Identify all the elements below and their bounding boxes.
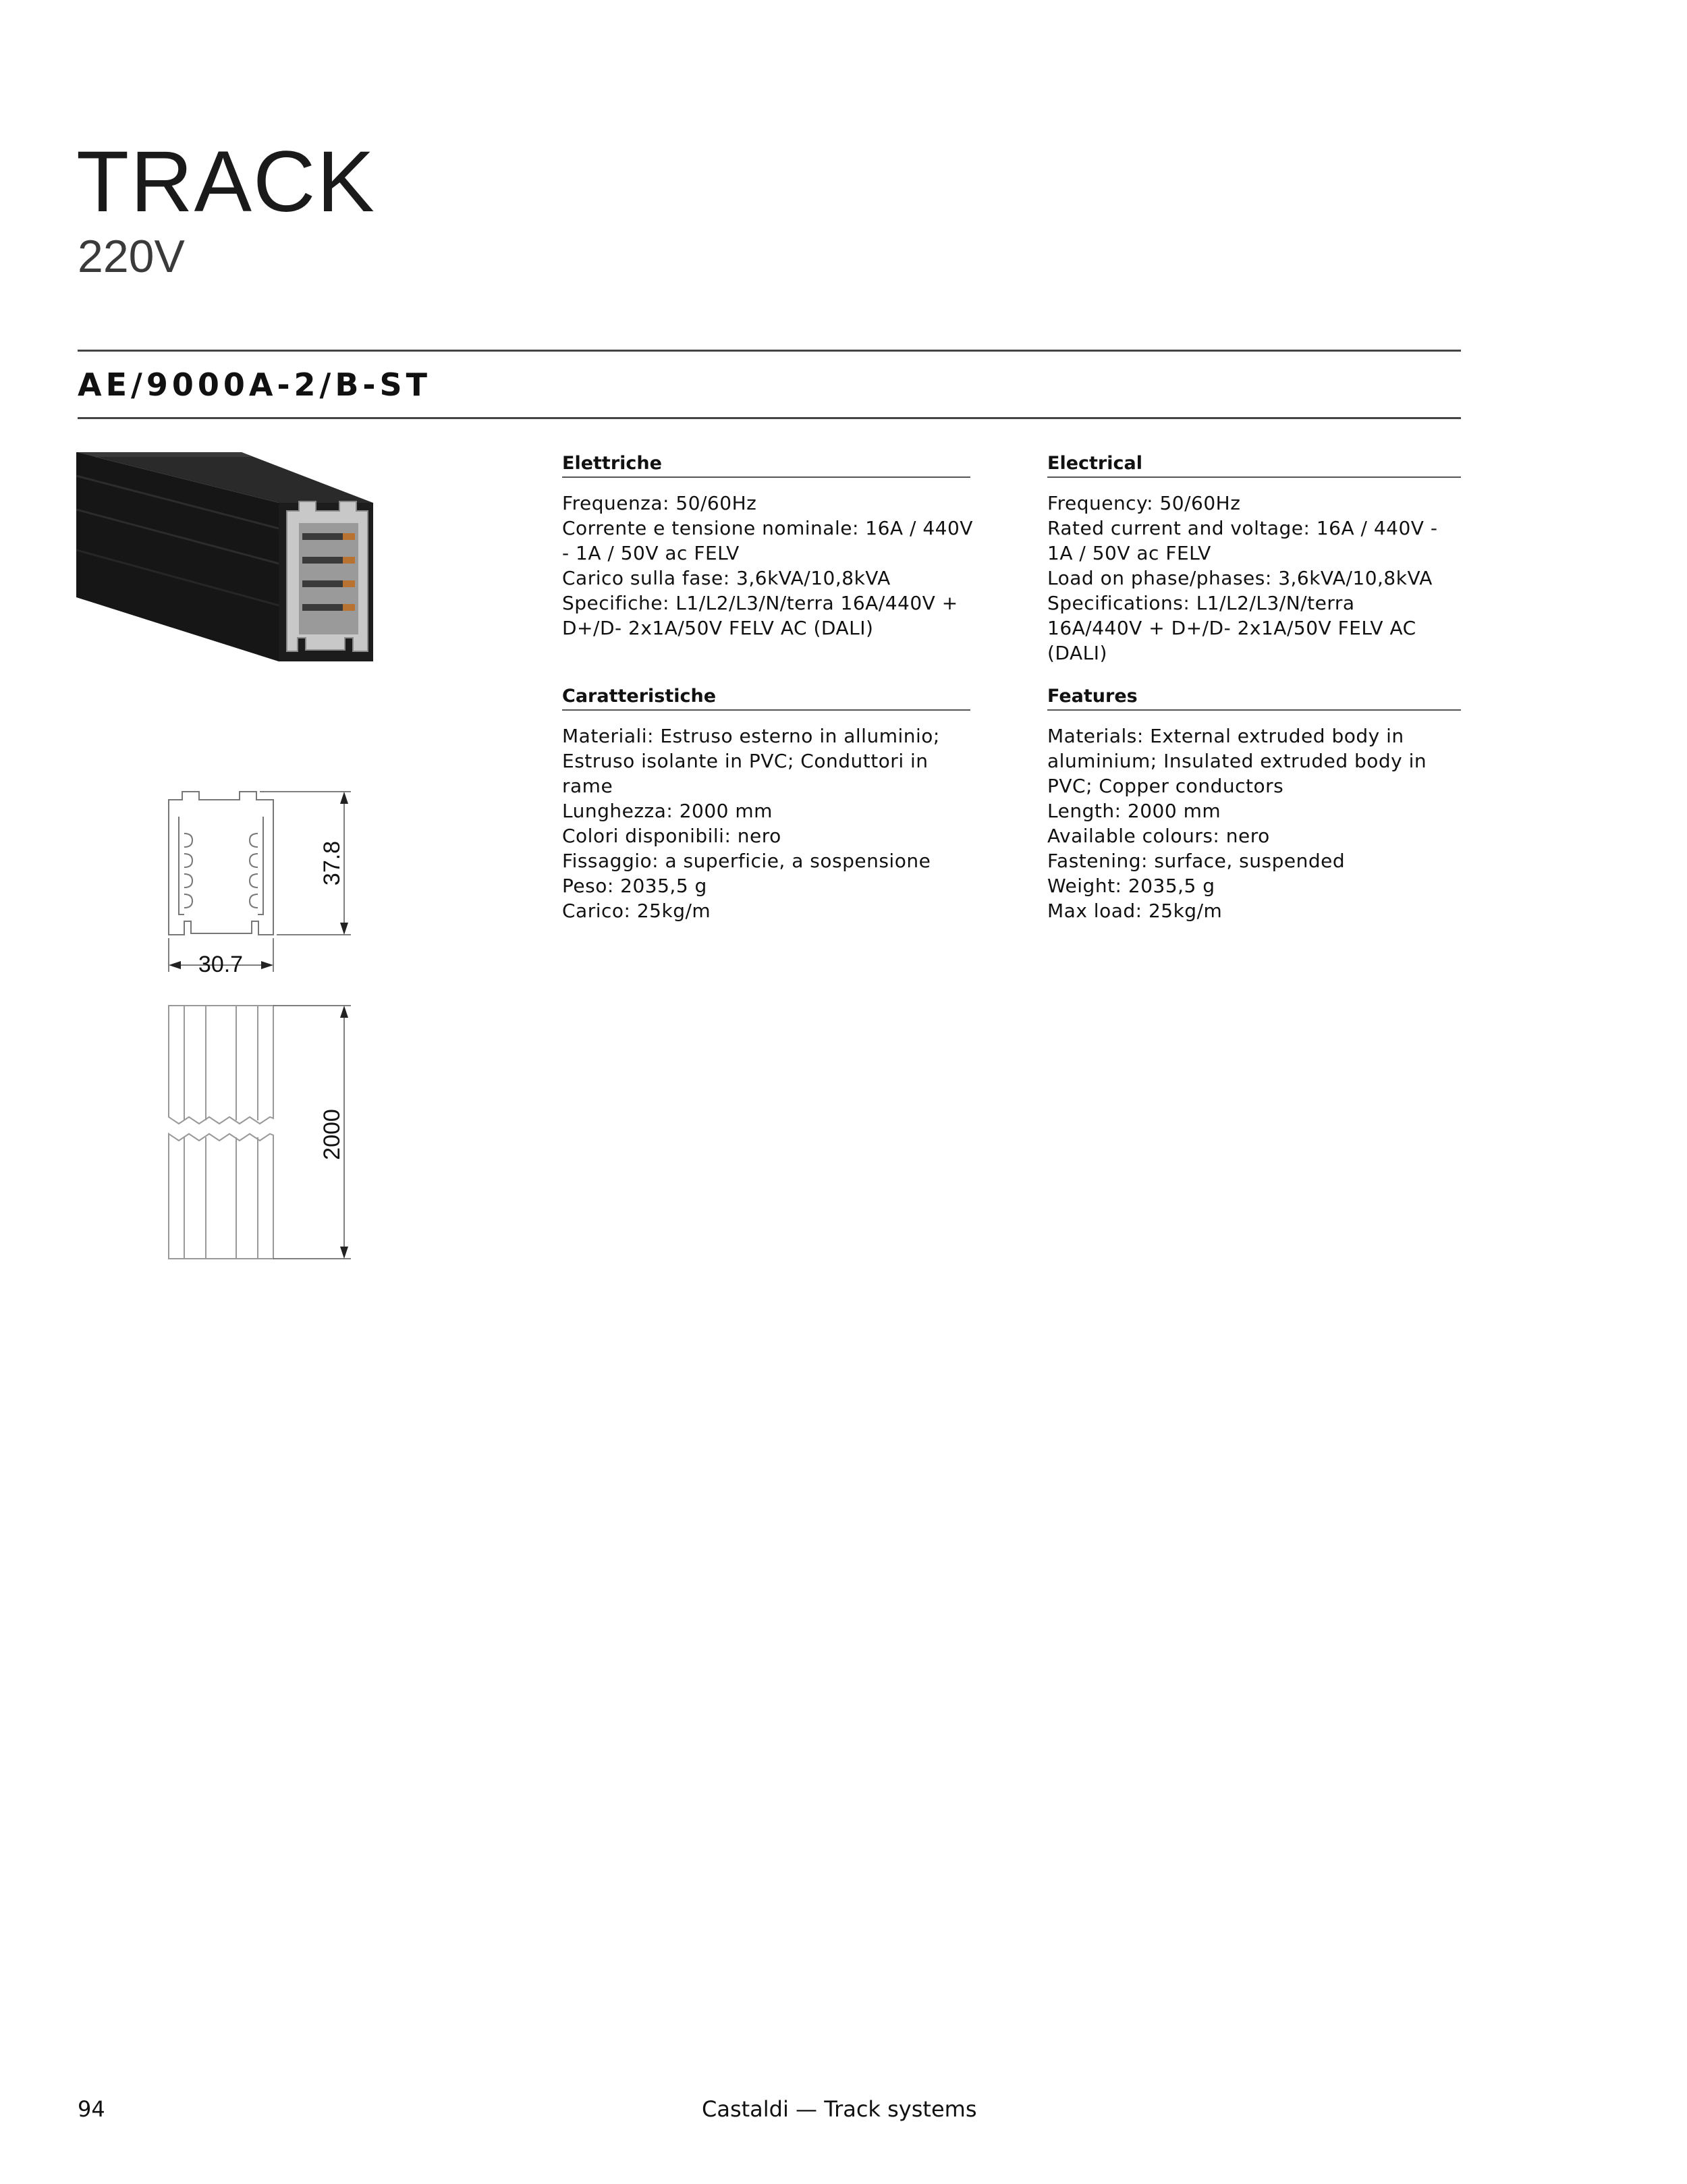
divider-bottom — [78, 417, 1461, 419]
section-body-electrical: Frequency: 50/60Hz Rated current and voltage: 16A / 440V - 1A / 50V ac FELV Load on phase/phases: 3,6kVA/10,8kVA Specifications: L1/L2/L3/N/terra 16A/440V + D+/D- 2x1A/50V FELV AC (DALI) — [1047, 492, 1438, 664]
section-body-elettriche: Frequenza: 50/60Hz Corrente e tensione nominale: 16A / 440V - 1A / 50V ac FELV Carico sulla fase: 3,6kVA/10,8kVA Specifiche: L1/L2/L3/N/terra 16A/440V + D+/D- 2x1A/50V FELV AC (DALI) — [562, 492, 973, 639]
section-heading-caratteristiche: Caratteristiche — [562, 686, 717, 707]
footer-caption: Castaldi — Track systems — [702, 2096, 977, 2122]
section-body-features: Materials: External extruded body in aluminium; Insulated extruded body in PVC; Copper conductors Length: 2000 mm Available colours: nero Fastening: surface, suspended Weight: 2035,5 g Max load: 25kg/m — [1047, 725, 1427, 922]
section-body-caratteristiche: Materiali: Estruso esterno in alluminio; Estruso isolante in PVC; Conduttori in rame Lunghezza: 2000 mm Colori disponibili: nero Fissaggio: a superficie, a sospensione Peso: 2035,5 g Carico: 25kg/m — [562, 725, 940, 922]
cross-section-drawing — [159, 780, 368, 982]
section-rule — [1047, 709, 1461, 711]
dimension-width-label: 30.7 — [198, 952, 244, 977]
section-heading-electrical: Electrical — [1047, 453, 1142, 474]
product-photo — [76, 449, 400, 665]
divider-top — [78, 350, 1461, 352]
dimension-height-label: 37.8 — [319, 840, 345, 886]
page-number: 94 — [78, 2096, 105, 2122]
section-rule — [1047, 476, 1461, 478]
length-drawing — [159, 1002, 368, 1272]
product-code: AE/9000A-2/B-ST — [78, 366, 432, 403]
section-rule — [562, 709, 970, 711]
section-rule — [562, 476, 970, 478]
page-subtitle: 220V — [78, 231, 185, 282]
page-title: TRACK — [76, 134, 376, 230]
section-heading-features: Features — [1047, 686, 1138, 707]
section-heading-elettriche: Elettriche — [562, 453, 662, 474]
dimension-length-label: 2000 — [319, 1109, 345, 1160]
